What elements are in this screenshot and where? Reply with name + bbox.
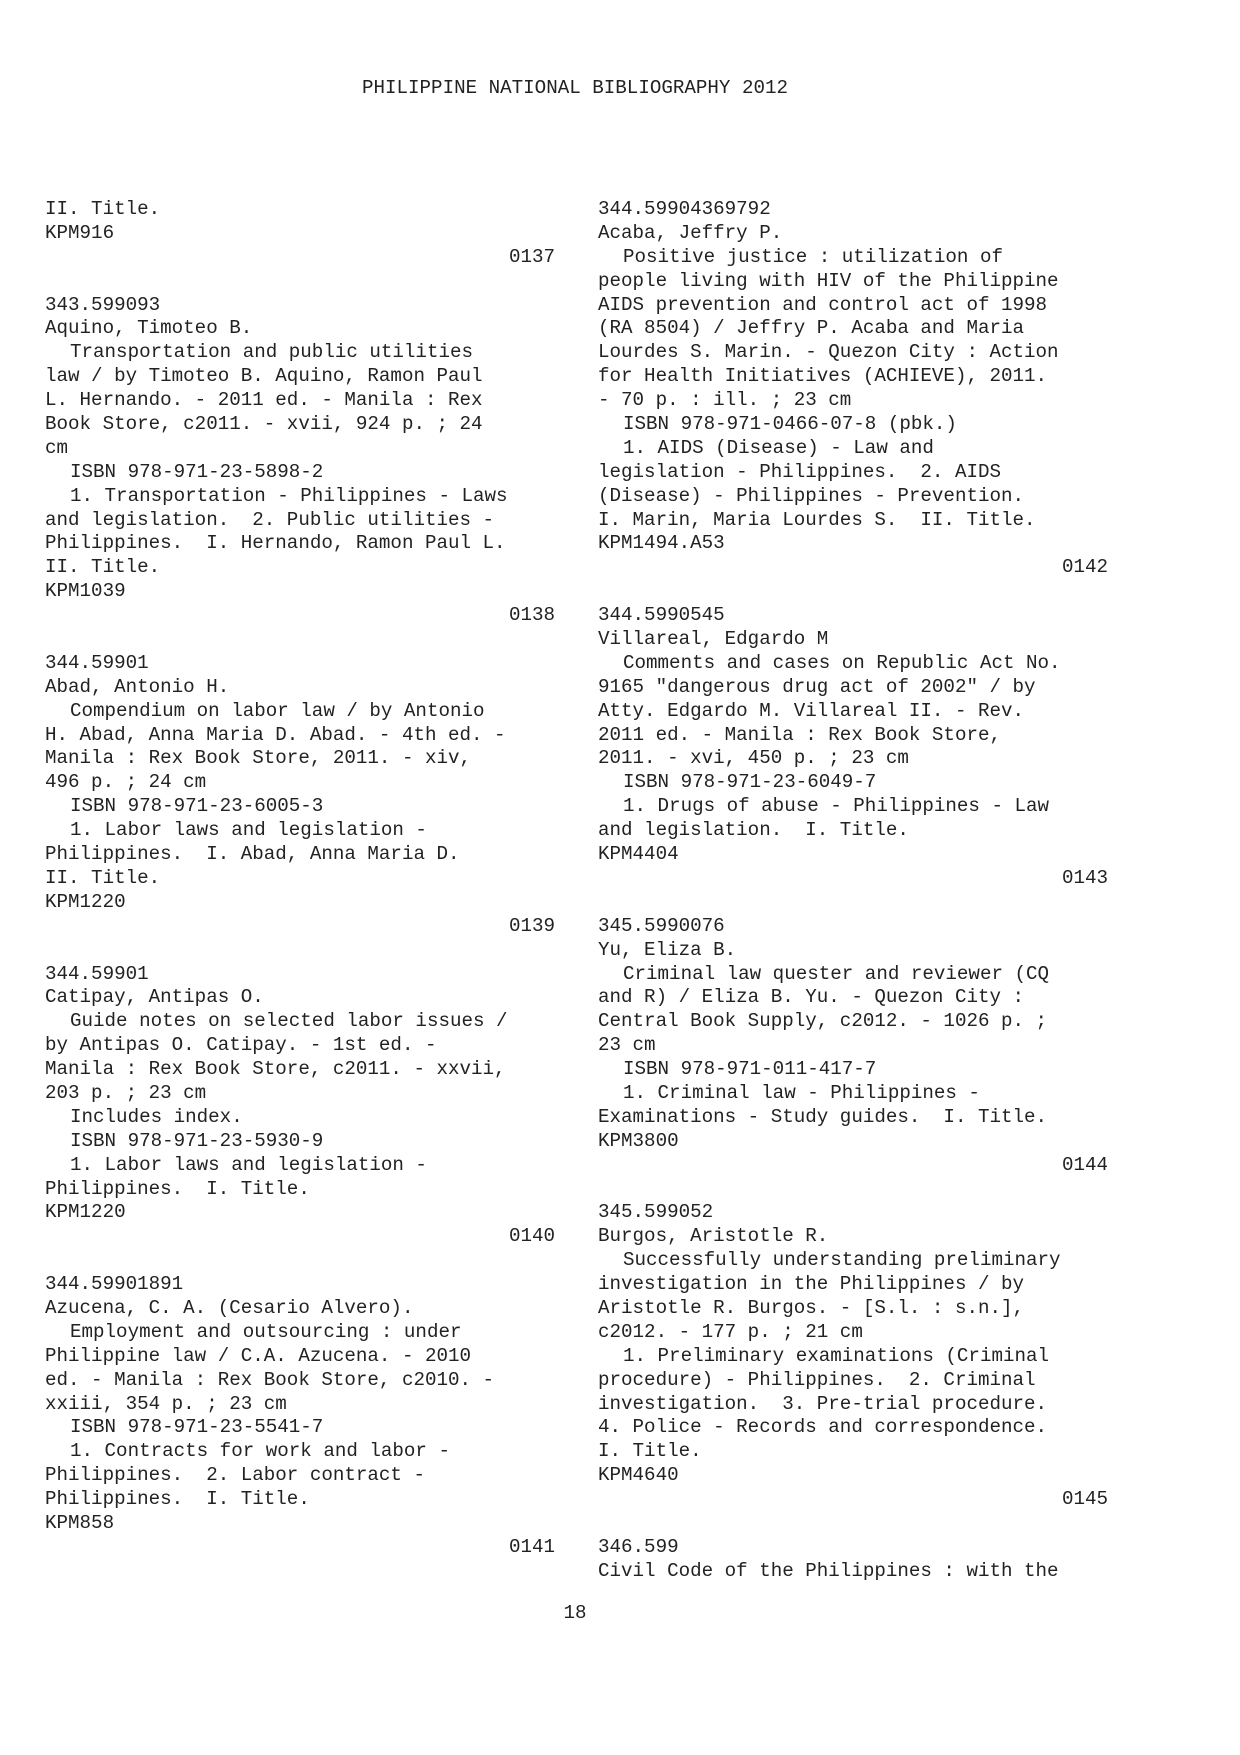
bibliography-line: 1. Transportation - Philippines - Laws [70,484,508,507]
bibliography-line: Central Book Supply, c2012. - 1026 p. ; [598,1010,1048,1033]
bibliography-line: Civil Code of the Philippines : with the [598,1559,1059,1582]
blank-line [598,1178,1108,1202]
bibliography-line: 345.599052 [598,1201,714,1224]
bibliography-line: Villareal, Edgardo M [598,628,829,651]
bibliography-line: (RA 8504) / Jeffry P. Acaba and Maria [598,317,1025,340]
bibliography-line: Philippines. I. Title. [45,1488,310,1511]
bibliography-line: KPM1220 [45,890,126,913]
bibliography-line: Philippines. I. Hernando, Ramon Paul L. [45,532,506,555]
bibliography-line: Yu, Eliza B. [598,938,737,961]
blank-line [598,580,1108,604]
bibliography-line: ed. - Manila : Rex Book Store, c2010. - [45,1368,495,1391]
bibliography-line: KPM1039 [45,580,126,603]
bibliography-line: ISBN 978-971-23-6005-3 [70,795,324,818]
bibliography-line: I. Title. [598,1440,702,1463]
entry-number: 0143 [1061,866,1108,889]
entry-number: 0144 [1061,1153,1108,1176]
bibliography-line: L. Hernando. - 2011 ed. - Manila : Rex [45,389,483,412]
bibliography-line: 4. Police - Records and correspondence. [598,1416,1048,1439]
bibliography-line: ISBN 978-971-011-417-7 [623,1058,877,1081]
bibliography-line: investigation in the Philippines / by [598,1273,1025,1296]
bibliography-line: Philippines. I. Title. [45,1177,310,1200]
bibliography-line: Transportation and public utilities [70,341,474,364]
bibliography-line: 9165 "dangerous drug act of 2002" / by [598,675,1036,698]
bibliography-line: procedure) - Philippines. 2. Criminal [598,1368,1036,1391]
bibliography-line: - 70 p. : ill. ; 23 cm [598,389,852,412]
entry-number: 0137 [508,245,555,268]
blank-line [45,1249,555,1273]
bibliography-line: Criminal law quester and reviewer (CQ [623,962,1050,985]
bibliography-line: for Health Initiatives (ACHIEVE), 2011. [598,365,1048,388]
bibliography-line: Catipay, Antipas O. [45,986,264,1009]
bibliography-line: and legislation. 2. Public utilities - [45,508,495,531]
right-column [598,198,1108,1584]
entry-number: 0142 [1061,556,1108,579]
entry-number: 0145 [1061,1488,1108,1511]
bibliography-line: investigation. 3. Pre-trial procedure. [598,1392,1048,1415]
bibliography-line: and R) / Eliza B. Yu. - Quezon City : [598,986,1025,1009]
bibliography-line: 344.59901891 [45,1273,184,1296]
bibliography-line: Guide notes on selected labor issues / [70,1010,508,1033]
bibliography-line: ISBN 978-971-0466-07-8 (pbk.) [623,413,957,436]
entry-number: 0138 [508,604,555,627]
bibliography-line: Abad, Antonio H. [45,675,230,698]
bibliography-line: Manila : Rex Book Store, 2011. - xiv, [45,747,472,770]
bibliography-line: ISBN 978-971-23-5898-2 [70,460,324,483]
bibliography-line: c2012. - 177 p. ; 21 cm [598,1320,863,1343]
bibliography-line: KPM1494.A53 [598,532,725,555]
entry-number: 0139 [508,914,555,937]
bibliography-line: by Antipas O. Catipay. - 1st ed. - [45,1034,437,1057]
bibliography-line: KPM1220 [45,1201,126,1224]
bibliography-line: KPM4404 [598,843,679,866]
bibliography-line: 1. Labor laws and legislation - [70,819,427,842]
bibliography-line: Philippine law / C.A. Azucena. - 2010 [45,1344,472,1367]
bibliography-line: 1. Drugs of abuse - Philippines - Law [623,795,1050,818]
bibliography-line: law / by Timoteo B. Aquino, Ramon Paul [45,365,483,388]
bibliography-line: Azucena, C. A. (Cesario Alvero). [45,1296,414,1319]
bibliography-line: 1. AIDS (Disease) - Law and [623,436,934,459]
bibliography-line: Manila : Rex Book Store, c2011. - xxvii, [45,1058,506,1081]
bibliography-line: II. Title. [45,556,161,579]
bibliography-line: Aristotle R. Burgos. - [S.l. : s.n.], [598,1296,1025,1319]
blank-line [598,1512,1108,1536]
bibliography-line: 345.5990076 [598,914,725,937]
bibliography-line: II. Title. [45,866,161,889]
bibliography-line: Atty. Edgardo M. Villareal II. - Rev. [598,699,1025,722]
bibliography-line: KPM858 [45,1511,115,1534]
bibliography-line: Successfully understanding preliminary [623,1249,1061,1272]
bibliography-line: Employment and outsourcing : under [70,1320,462,1343]
page-number: 18 [563,1602,587,1624]
bibliography-line: 2011. - xvi, 450 p. ; 23 cm [598,747,909,770]
bibliography-line: xxiii, 354 p. ; 23 cm [45,1392,287,1415]
bibliography-line: 1. Preliminary examinations (Criminal [623,1344,1050,1367]
bibliography-line: Includes index. [70,1105,243,1128]
blank-line [45,270,555,294]
entry-number: 0141 [508,1535,555,1558]
bibliography-line: ISBN 978-971-23-6049-7 [623,771,877,794]
bibliography-line: 344.59901 [45,651,149,674]
bibliography-line: Burgos, Aristotle R. [598,1225,829,1248]
bibliography-line: Lourdes S. Marin. - Quezon City : Action [598,341,1059,364]
bibliography-line: H. Abad, Anna Maria D. Abad. - 4th ed. - [45,723,506,746]
bibliography-line: Aquino, Timoteo B. [45,317,253,340]
bibliography-line: KPM4640 [598,1464,679,1487]
bibliography-line: 23 cm [598,1034,656,1057]
entry-number: 0140 [508,1225,555,1248]
blank-line [45,939,555,963]
page-header: PHILIPPINE NATIONAL BIBLIOGRAPHY 2012 [361,77,789,99]
bibliography-line: 1. Contracts for work and labor - [70,1440,450,1463]
bibliography-line: Compendium on labor law / by Antonio [70,699,485,722]
bibliography-line: Book Store, c2011. - xvii, 924 p. ; 24 [45,413,483,436]
bibliography-line: Acaba, Jeffry P. [598,221,783,244]
blank-line [598,891,1108,915]
bibliography-line: 1. Labor laws and legislation - [70,1153,427,1176]
bibliography-line: Philippines. I. Abad, Anna Maria D. [45,843,460,866]
bibliography-line: II. Title. [45,198,161,220]
bibliography-line: ISBN 978-971-23-5541-7 [70,1416,324,1439]
bibliography-line: 344.59901 [45,962,149,985]
bibliography-line: 346.599 [598,1535,679,1558]
bibliography-line: people living with HIV of the Philippine [598,269,1059,292]
bibliography-line: KPM3800 [598,1129,679,1152]
bibliography-line: 203 p. ; 23 cm [45,1081,207,1104]
bibliography-line: 2011 ed. - Manila : Rex Book Store, [598,723,1002,746]
bibliography-line: 344.5990545 [598,604,725,627]
bibliography-line: 496 p. ; 24 cm [45,771,207,794]
bibliography-line: Examinations - Study guides. I. Title. [598,1105,1048,1128]
bibliography-line: ISBN 978-971-23-5930-9 [70,1129,324,1152]
bibliography-line: AIDS prevention and control act of 1998 [598,293,1048,316]
bibliography-line: Philippines. 2. Labor contract - [45,1464,425,1487]
bibliography-line: (Disease) - Philippines - Prevention. [598,484,1025,507]
bibliography-line: and legislation. I. Title. [598,819,909,842]
bibliography-line: 1. Criminal law - Philippines - [623,1081,980,1104]
bibliography-line: cm [45,436,69,459]
bibliography-line: 343.599093 [45,293,161,316]
left-column [45,198,555,1560]
bibliography-line: 344.59904369792 [598,198,771,220]
bibliography-line: I. Marin, Maria Lourdes S. II. Title. [598,508,1036,531]
bibliography-line: Positive justice : utilization of [623,245,1003,268]
bibliography-line: KPM916 [45,221,115,244]
bibliography-line: Comments and cases on Republic Act No. [623,651,1061,674]
bibliography-line: legislation - Philippines. 2. AIDS [598,460,1002,483]
blank-line [45,628,555,652]
